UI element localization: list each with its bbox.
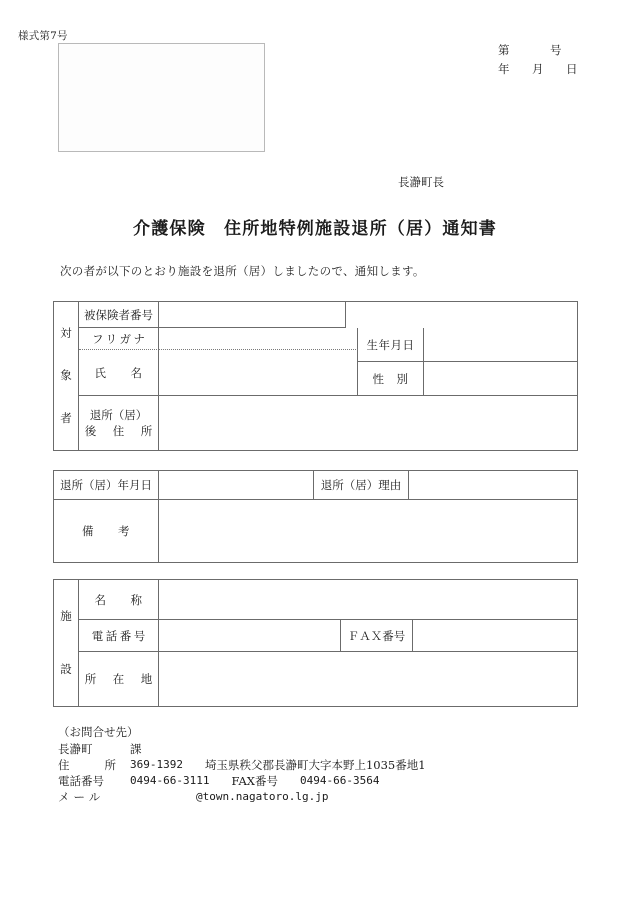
name-value[interactable] xyxy=(159,350,358,396)
insured-number-value[interactable] xyxy=(159,302,346,328)
contact-address-value: 埼玉県秩父郡長瀞町大字本野上1035番地1 xyxy=(204,758,426,772)
facility-side-char-1: 設 xyxy=(60,661,72,676)
birthdate-label: 生年月日 xyxy=(358,328,424,362)
facility-table xyxy=(53,579,578,707)
discharge-reason-value[interactable] xyxy=(409,471,577,500)
gender-value[interactable] xyxy=(424,362,577,396)
contact-mail-row xyxy=(58,789,426,805)
contact-division: 課 xyxy=(130,742,142,756)
subject-table xyxy=(53,301,578,451)
remarks-label: 備 考 xyxy=(54,500,159,562)
lead-text: 次の者が以下のとおり施設を退所（居）しましたので、通知します。 xyxy=(60,264,425,278)
facility-name-value[interactable] xyxy=(159,580,577,620)
discharge-reason-label: 退所（居）理由 xyxy=(314,471,409,500)
contact-office-row xyxy=(58,741,426,757)
document-number-row xyxy=(498,41,618,60)
contact-tel-row xyxy=(58,773,426,789)
document-date-row xyxy=(498,60,618,79)
gender-label: 性 別 xyxy=(358,362,424,396)
contact-fax-label: FAX番号 xyxy=(231,774,278,788)
facility-fax-label: ＦＡＸ番号 xyxy=(341,620,413,652)
document-number-label: 第 xyxy=(498,43,510,57)
form-number: 様式第7号 xyxy=(18,30,68,42)
name-label: 氏 名 xyxy=(79,350,159,396)
insured-number-label: 被保険者番号 xyxy=(79,302,159,328)
after-address-label xyxy=(79,396,159,450)
contact-fax-value: 0494-66-3564 xyxy=(299,774,380,787)
subject-side-char-2: 者 xyxy=(60,410,72,425)
document-meta xyxy=(498,41,618,79)
contact-tel-label: 電話番号 xyxy=(58,774,104,788)
date-month-label: 月 xyxy=(532,62,544,76)
facility-side-char-0: 施 xyxy=(60,608,72,623)
contact-town: 長瀞町 xyxy=(58,742,93,756)
furigana-value[interactable] xyxy=(159,328,358,350)
date-year-label: 年 xyxy=(498,62,510,76)
discharge-table xyxy=(53,470,578,563)
date-day-label: 日 xyxy=(566,62,578,76)
contact-address-row xyxy=(58,757,426,773)
issuer-name: 長瀞町長 xyxy=(398,175,444,189)
subject-side-char-0: 対 xyxy=(60,325,72,340)
after-address-value[interactable] xyxy=(159,396,577,450)
contact-mail-label: メール xyxy=(58,790,105,804)
facility-side-label xyxy=(54,580,79,706)
document-number-suffix: 号 xyxy=(550,43,562,57)
facility-tel-value[interactable] xyxy=(159,620,341,652)
contact-heading: （お問合せ先） xyxy=(58,725,139,739)
subject-side-label xyxy=(54,302,79,450)
insured-number-row-filler xyxy=(346,302,577,328)
facility-location-value[interactable] xyxy=(159,652,577,706)
birthdate-value[interactable] xyxy=(424,328,577,362)
after-address-label-line2: 後 住 所 xyxy=(84,424,155,438)
remarks-value[interactable] xyxy=(159,500,577,562)
furigana-label: フリガナ xyxy=(79,328,159,350)
facility-name-label: 名 称 xyxy=(79,580,159,620)
page-title: 介護保険 住所地特例施設退所（居）通知書 xyxy=(133,219,497,239)
stamp-box xyxy=(58,43,265,152)
facility-tel-label: 電話番号 xyxy=(79,620,159,652)
contact-postal-code: 369-1392 xyxy=(130,758,183,771)
contact-address-label: 住 所 xyxy=(58,758,120,772)
contact-block xyxy=(58,724,426,805)
after-address-label-line1: 退所（居） xyxy=(89,408,148,422)
contact-mail-value: @town.nagatoro.lg.jp xyxy=(196,790,329,803)
contact-tel-value: 0494-66-3111 xyxy=(130,774,210,787)
discharge-date-value[interactable] xyxy=(159,471,314,500)
subject-side-char-1: 象 xyxy=(60,368,72,383)
facility-fax-value[interactable] xyxy=(413,620,577,652)
facility-location-label: 所 在 地 xyxy=(79,652,159,706)
discharge-date-label: 退所（居）年月日 xyxy=(54,471,159,500)
